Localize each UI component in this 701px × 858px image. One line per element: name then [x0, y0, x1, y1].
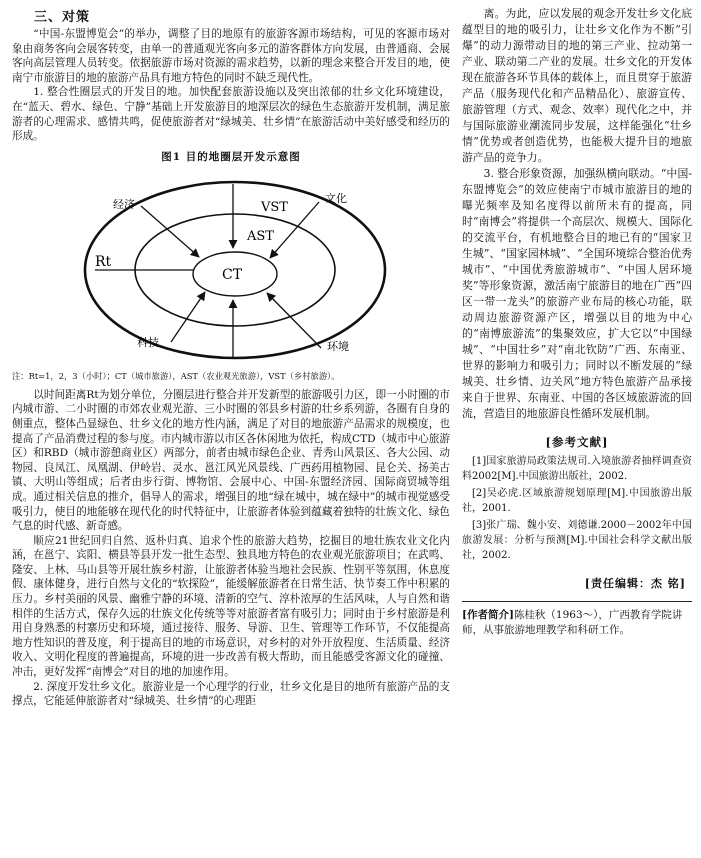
label-ct: CT — [222, 266, 243, 283]
circle-diagram — [21, 164, 441, 369]
paragraph: 1. 整合性圈层式的开发目的地。加快配套旅游设施以及突出浓郁的壮乡文化环境建设，在“蓝天、碧水、绿色、宁静”基础上开发旅游目的地深层次的绿色生态旅游开发机制，满足旅游者的心理需求、感情共鸣，促使旅游者对“绿城美、壮乡情”在旅游活动中美好感受和经历的形成。 — [12, 86, 450, 143]
paragraph: 2. 深度开发壮乡文化。旅游业是一个心理学的行业，壮乡文化是目的地所有旅游产品的支撑点，它能延伸旅游者对“绿城美、壮乡情”的心理距 — [12, 680, 450, 708]
arrow-economy — [141, 206, 199, 257]
paragraph: 以时间距离Rt为划分单位，分圈层进行整合并开发新型的旅游吸引力区，即一小时圈的市内城市游、二小时圈的市郊农业观光游、三小时圈的邻县乡村游的壮乡系列游，各圈有自身的侧重点，整体凸显绿色、壮乡文化的地方性内涵，满足了对目的地旅游产品需求的规模度，也提高了产品消费过程的参与度。市内城市游以市区各休闲地为依托，构成CTD（城市中心旅游区）和RBD（城市游憩商业区）两部分，前者由城市绿色企业、青秀山风景区、各大公园、动物园、良凤江、凤凰湖、伊岭岩、灵水、邕江风光风景线、广西药用植物园、昆仑关、扬美古镇、大明山等组成；后者由步行街、博物馆、会展中心、中国-东盟经济园、国际商贸城等组成。通过相关信息的推介，倡导人的需求，增强目的地“绿在城中，城在绿中”的城市视觉感受吸引力，使目的地能够在现代化的时代特征中，让旅游者体验到蕴藏着独特的壮族文化、绿色气息的时代感、新奇感。 — [12, 388, 450, 533]
label-rt: Rt — [95, 253, 112, 270]
label-vst: VST — [261, 199, 288, 215]
reference-item: [1]国家旅游局政策法规司.入境旅游者抽样调查资料2002[M].中国旅游出版社，2002. — [462, 456, 692, 482]
section-heading: 三、对策 — [34, 10, 91, 25]
paragraph: 离。为此，应以发展的观念开发壮乡文化底蕴型目的地的吸引力，让壮乡文化作为不断“引爆”的动力源带动目的地的第三产业、拉动第一产业、联动第二产业的发展。壮乡文化的开发体现在旅游各环节具体的载体上，而且贯穿于旅游产品（服务现代化和产品精品化）、旅游宣传、旅游管理（方式、观念、效率）现代化之中，并与国际旅游业潮流同步发展，这样能强化“壮乡情”优势或者创造优势，也能极大提升目的地旅游产品的竞争力。 — [462, 7, 692, 164]
figure-note: 注：Rt=1，2，3（小时）；CT（城市旅游），AST（农业观光旅游），VST（乡村旅游）。 — [12, 370, 340, 381]
label-tech: 科技 — [137, 335, 159, 349]
reference-item: [3]张广瑞、魏小安、刘德谦.2000－2002年中国旅游发展：分析与预测[M].中国社会科学文献出版社，2002. — [462, 520, 692, 561]
label-ast: AST — [247, 228, 274, 244]
editor-credit: [责任编辑：杰 铭] — [584, 577, 686, 590]
arrow-tech — [171, 292, 205, 342]
bio-text: 陈桂秋（1963～），广西教育学院讲师，从事旅游地理教学和科研工作。 — [462, 609, 683, 636]
reference-item: [2]吴必虎.区域旅游规划原理[M].中国旅游出版社，2001. — [462, 488, 692, 514]
author-bio — [462, 601, 692, 638]
label-economy: 经济 — [113, 197, 135, 211]
paragraph: 顺应21世纪回归自然、返朴归真、追求个性的旅游大趋势，挖掘目的地壮族农业文化内涵，在邕宁、宾阳、横县等县开发一批生态型、独具地方特色的农业观光旅游项目；在武鸣、隆安、上林、马山县等开展壮族乡村游，让旅游者体验当地社会民族、性别平等氛围，休息度假、康体健身，进行自然与文化的“软探险”，能缓解旅游者在日常生活、快节奏工作中积累的压力。乡村美丽的风景、幽雅宁静的环境、清新的空气、淳朴浓厚的生活风味，人与自然和谐相伴的生活方式，保存久远的壮族文化传统等等对旅游者富有吸引力；同时由于乡村旅游是利用自身熟悉的村寨历史和环境，通过接待、服务、导游、卫生、管理等工作环节，不仅能提高地方性知识的普及度，利于提高目的地的市场意识，对乡村的对外开放程度、生活质量、经济收入、文明化程度的普遍提高，环境的进一步改善有极大帮助，而且能感受客源文化的碰撞、冲击，更好发挥“南博会”对目的地的加速作用。 — [12, 534, 450, 679]
bio-label: [作者简介] — [462, 609, 514, 621]
paragraph: “中国-东盟博览会”的举办，调整了目的地原有的旅游客源市场结构，可见的客源市场对象由商务客向会展客转变，由单一的普通观光客向多元的游客群体方向发展，由普通商、会展客向高层管理人员转变。依据旅游市场对资源的需求趋势，以新的理念来整合开发目的地，使南宁市旅游目的地的旅游产品具有地方特色的同时不缺乏现代性。 — [12, 28, 450, 84]
left-column — [12, 6, 450, 709]
arrow-environment — [267, 293, 321, 348]
figure-title: 图1 目的地圈层开发示意图 — [161, 150, 301, 163]
label-environment: 环境 — [327, 339, 349, 353]
paragraph: 3. 整合形象资源，加强纵横向联动。“中国-东盟博览会”的效应使南宁市城市旅游目的地的曝光频率及知名度得以前所未有的提高，同时“南博会”将提供一个高层次、规模大、国际化的交流平台，有机地整合目的地已有的“国家卫生城”、“国家园林城”、“全国环境综合整治优秀城市”、“中国优秀旅游城市”、“中国人居环境奖”等形象资源，激活南宁旅游目的地在广西“四区一带一龙头”的旅游产业布局的核心功能，联动周边旅游资源产区，增强以目的地为中心的“南博旅游流”的集聚效应，扩大它以“中国绿城”、“中国壮乡”对“南北钦防”广西、东南亚、世界的影响力和吸引力；同时以不断发展的“绿城美、壮乡情、边关风”地方特色旅游产品承接来自于世界、东南亚、中国的各区域旅游流的回流，营造目的地旅游良性循环发展机制。 — [462, 167, 692, 420]
references-title: [参考文献] — [545, 435, 609, 449]
right-column — [462, 6, 692, 638]
label-culture: 文化 — [325, 191, 347, 205]
